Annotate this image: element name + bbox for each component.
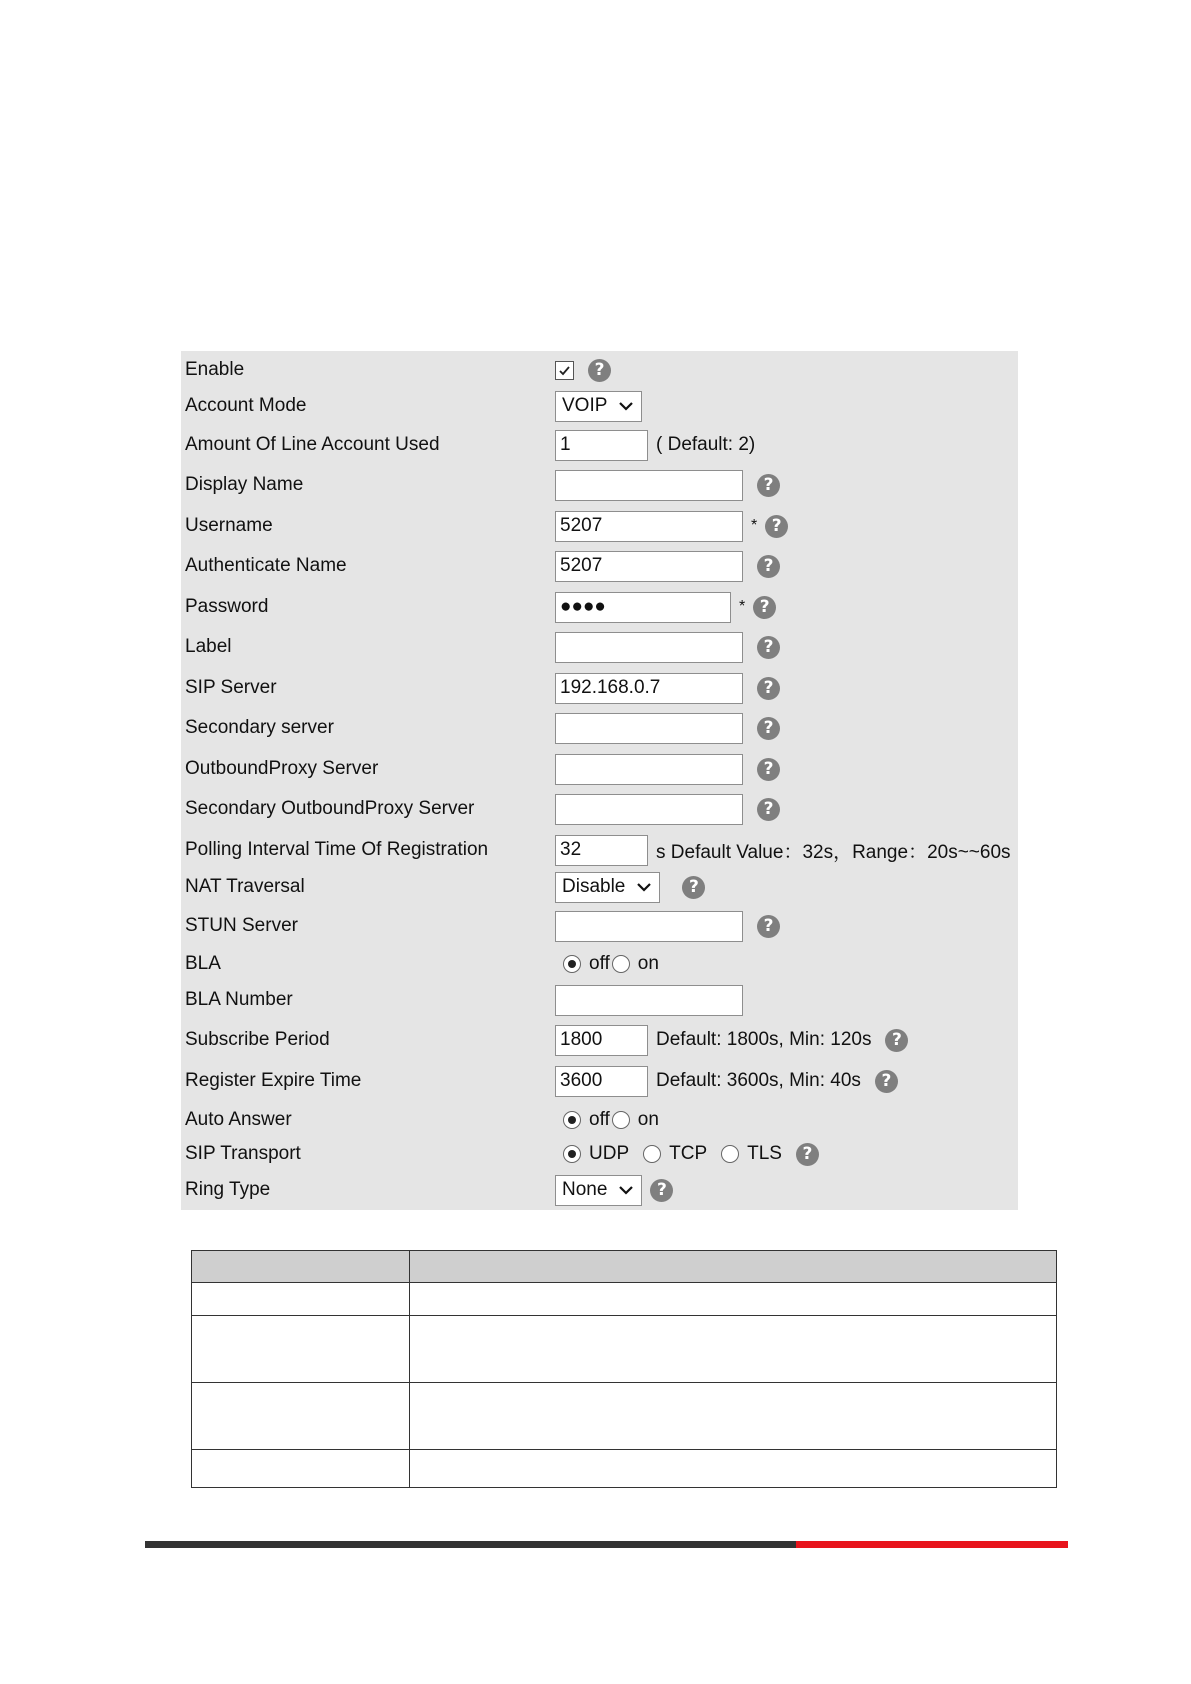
polling-interval-note: s Default Value：32s，Range：20s~~60s [656, 841, 1011, 863]
authenticate-name-label: Authenticate Name [185, 555, 347, 576]
auto-answer-on-radio[interactable] [612, 1111, 630, 1129]
help-icon[interactable]: ? [757, 717, 780, 740]
bla-label: BLA [185, 953, 221, 974]
password-input[interactable] [555, 592, 731, 623]
outbound-proxy-input[interactable] [555, 754, 743, 785]
sip-transport-label: SIP Transport [185, 1143, 301, 1164]
nat-traversal-label: NAT Traversal [185, 876, 305, 897]
table-header-cell [192, 1251, 410, 1283]
bla-off-label: off [589, 953, 610, 974]
password-label: Password [185, 596, 269, 617]
row-stun-server [181, 907, 1018, 945]
help-icon[interactable]: ? [588, 359, 611, 382]
bla-on-radio[interactable] [612, 955, 630, 973]
bla-off-radio[interactable] [563, 955, 581, 973]
label-field-label: Label [185, 636, 232, 657]
row-bla [181, 945, 1018, 983]
table-cell [192, 1283, 410, 1316]
help-icon[interactable]: ? [757, 677, 780, 700]
secondary-outbound-proxy-label: Secondary OutboundProxy Server [185, 798, 475, 819]
sip-transport-udp-label: UDP [589, 1143, 630, 1164]
table-cell [192, 1383, 410, 1450]
parameter-description-table [191, 1250, 1057, 1488]
auto-answer-off-radio[interactable] [563, 1111, 581, 1129]
table-row [192, 1383, 1057, 1450]
help-icon[interactable]: ? [757, 555, 780, 578]
enable-checkbox[interactable] [555, 361, 574, 380]
row-auto-answer [181, 1101, 1018, 1139]
required-asterisk: * [739, 598, 746, 615]
row-outbound-proxy [181, 750, 1018, 788]
secondary-server-label: Secondary server [185, 717, 334, 738]
display-name-input[interactable] [555, 470, 743, 501]
row-register-expire [181, 1062, 1018, 1100]
footer-rule-dark [145, 1541, 796, 1548]
secondary-server-input[interactable] [555, 713, 743, 744]
auto-answer-label: Auto Answer [185, 1109, 292, 1130]
register-expire-note: Default: 3600s, Min: 40s [656, 1070, 861, 1091]
sip-server-input[interactable] [555, 673, 743, 704]
help-icon[interactable]: ? [753, 596, 776, 619]
table-cell [192, 1316, 410, 1383]
row-authenticate-name [181, 547, 1018, 585]
row-sip-server [181, 669, 1018, 707]
polling-interval-label: Polling Interval Time Of Registration [185, 839, 489, 860]
row-bla-number [181, 981, 1018, 1019]
amount-of-line-default-note: ( Default: 2) [656, 434, 756, 455]
nat-traversal-value: Disable [562, 876, 626, 897]
account-mode-label: Account Mode [185, 395, 307, 416]
ring-type-select[interactable] [555, 1175, 642, 1206]
ring-type-value: None [562, 1179, 608, 1200]
table-row [192, 1450, 1057, 1488]
row-password [181, 588, 1018, 626]
row-label [181, 628, 1018, 666]
display-name-label: Display Name [185, 474, 304, 495]
chevron-down-icon [617, 397, 635, 415]
subscribe-period-input[interactable] [555, 1025, 648, 1056]
row-account-mode [181, 387, 1018, 425]
stun-server-label: STUN Server [185, 915, 298, 936]
table-cell [410, 1450, 1057, 1488]
auto-answer-on-label: on [637, 1109, 659, 1130]
chevron-down-icon [617, 1181, 635, 1199]
table-cell [410, 1383, 1057, 1450]
table-row [192, 1316, 1057, 1383]
enable-label: Enable [185, 359, 245, 380]
account-mode-value: VOIP [562, 395, 608, 416]
row-amount-of-line [181, 426, 1018, 464]
table-header-cell [410, 1251, 1057, 1283]
row-nat-traversal [181, 868, 1018, 906]
table-row [192, 1283, 1057, 1316]
help-icon[interactable]: ? [765, 515, 788, 538]
help-icon[interactable]: ? [650, 1179, 673, 1202]
help-icon[interactable]: ? [757, 636, 780, 659]
help-icon[interactable]: ? [875, 1070, 898, 1093]
help-icon[interactable]: ? [757, 474, 780, 497]
required-asterisk: * [751, 517, 758, 534]
help-icon[interactable]: ? [757, 915, 780, 938]
ring-type-label: Ring Type [185, 1179, 271, 1200]
help-icon[interactable]: ? [757, 758, 780, 781]
row-username [181, 507, 1018, 545]
stun-server-input[interactable] [555, 911, 743, 942]
sip-transport-tcp-radio[interactable] [643, 1145, 661, 1163]
sip-transport-tcp-label: TCP [669, 1143, 708, 1164]
authenticate-name-input[interactable] [555, 551, 743, 582]
subscribe-period-note: Default: 1800s, Min: 120s [656, 1029, 872, 1050]
label-input[interactable] [555, 632, 743, 663]
row-secondary-outbound-proxy [181, 790, 1018, 828]
secondary-outbound-proxy-input[interactable] [555, 794, 743, 825]
polling-interval-input[interactable] [555, 835, 648, 866]
account-mode-select[interactable] [555, 391, 642, 422]
amount-of-line-input[interactable] [555, 430, 648, 461]
bla-number-input[interactable] [555, 985, 743, 1016]
register-expire-input[interactable] [555, 1066, 648, 1097]
row-sip-transport [181, 1135, 1018, 1173]
help-icon[interactable]: ? [796, 1143, 819, 1166]
sip-transport-tls-label: TLS [747, 1143, 782, 1164]
sip-transport-tls-radio[interactable] [721, 1145, 739, 1163]
table-header-row [192, 1251, 1057, 1283]
register-expire-label: Register Expire Time [185, 1070, 362, 1091]
help-icon[interactable]: ? [757, 798, 780, 821]
row-ring-type [181, 1171, 1018, 1209]
row-enable [181, 351, 1018, 389]
table-cell [410, 1283, 1057, 1316]
table-cell [410, 1316, 1057, 1383]
help-icon[interactable]: ? [682, 876, 705, 899]
username-input[interactable] [555, 511, 743, 542]
row-secondary-server [181, 709, 1018, 747]
sip-transport-udp-radio[interactable] [563, 1145, 581, 1163]
username-label: Username [185, 515, 273, 536]
outbound-proxy-label: OutboundProxy Server [185, 758, 379, 779]
sip-account-settings-panel [181, 351, 1018, 1210]
row-polling-interval [181, 831, 1018, 869]
bla-on-label: on [637, 953, 659, 974]
nat-traversal-select[interactable] [555, 872, 660, 903]
row-display-name [181, 466, 1018, 504]
chevron-down-icon [635, 878, 653, 896]
bla-number-label: BLA Number [185, 989, 293, 1010]
sip-server-label: SIP Server [185, 677, 277, 698]
help-icon[interactable]: ? [885, 1029, 908, 1052]
amount-of-line-label: Amount Of Line Account Used [185, 434, 440, 455]
checkmark-icon [558, 364, 571, 377]
row-subscribe-period [181, 1021, 1018, 1059]
footer-rule-red [796, 1541, 1068, 1548]
subscribe-period-label: Subscribe Period [185, 1029, 330, 1050]
auto-answer-off-label: off [589, 1109, 610, 1130]
table-cell [192, 1450, 410, 1488]
